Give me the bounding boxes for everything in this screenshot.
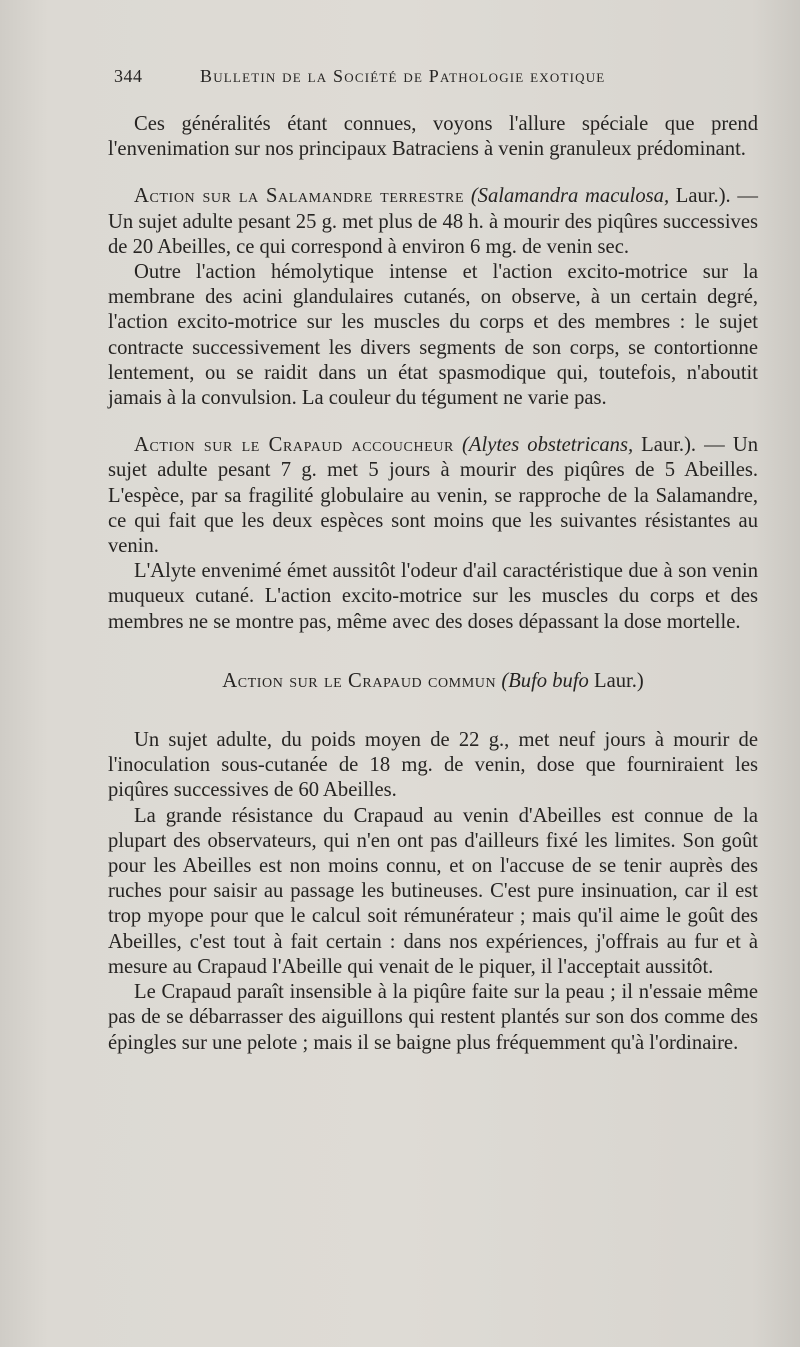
species-alytes: (Alytes obstetricans, — [462, 434, 634, 457]
paragraph-crapaud-peau: Le Crapaud paraît insensible à la piqûre faite sur la peau ; il n'essaie même pas de se débarrasser des aiguillons qui restent plantés sur son dos comme des épingles sur une pelote ; mais il se baigne plus fréquemment qu'à l'ordinaire. — [108, 981, 758, 1054]
paragraph-salamandre-effects: Outre l'action hémolytique intense et l'action excito-motrice sur la membrane des acini glandulaires cutanés, on observe, à un certain degré, l'action excito-motrice sur les muscles du corps et des membres : le sujet contracte successivement les divers segments de son corps, se contortionne lentement, ou se raidit dans un état spasmodique qui, toutefois, n'aboutit jamais à la convulsion. La couleur du tégument ne varie pas. — [108, 261, 758, 410]
heading-crapaud: Action sur le Crapaud commun — [222, 669, 497, 692]
paragraph-salamandre — [108, 184, 758, 260]
species-bufo: (Bufo bufo — [501, 669, 589, 692]
page-number: 344 — [114, 66, 143, 86]
paragraph-crapaud-resistance: La grande résistance du Crapaud au venin d'Abeilles est connue de la plupart des observateurs, qui n'en ont pas d'ailleurs fixé les limites. Son goût pour les Abeilles est non moins connu, et on l'accuse de se tenir auprès des ruches pour saisir au passage les butineuses. C'est pure insinuation, car il est trop myope pour que le calcul soit rémunérateur ; mais qu'il aime le goût des Abeilles, c'est tout à fait certain : dans nos expériences, j'offrais au fur et à mesure au Crapaud l'Abeille qui venait de le piquer, il l'acceptait aussitôt. — [108, 804, 758, 978]
heading-alyte: Action sur le Crapaud accoucheur — [134, 434, 454, 457]
page-header — [114, 66, 674, 96]
section-heading-crapaud — [108, 669, 758, 694]
text-alyte: Laur.). — Un sujet adulte pesant 7 g. met 5 jours à mourir des piqûres de 5 Abeilles. L'espèce, par sa fragilité globulaire au venin, se rapproche de la Salamandre, ce qui fait que les deux espèces sont moins que les suivantes résistantes au venin. — [108, 434, 758, 558]
text-salamandre: Laur.). — Un sujet adulte pesant 25 g. met plus de 48 h. à mourir des piqûres successives de 20 Abeilles, ce qui correspond à environ 6 mg. de venin sec. — [108, 185, 758, 258]
paragraph-intro: Ces généralités étant connues, voyons l'allure spéciale que prend l'envenimation sur nos principaux Batraciens à venin granuleux prédominant. — [108, 113, 758, 161]
heading-crapaud-tail: Laur.) — [588, 669, 644, 692]
species-salamandra: (Salamandra maculosa, — [470, 185, 670, 208]
body-text — [108, 112, 758, 1056]
paragraph-alyte — [108, 433, 758, 559]
running-head: Bulletin de la Société de Pathologie exotique — [200, 66, 606, 86]
heading-salamandre: Action sur la Salamandre terrestre — [134, 185, 465, 208]
paragraph-crapaud-dose: Un sujet adulte, du poids moyen de 22 g., met neuf jours à mourir de l'inoculation sous-cutanée de 18 mg. de venin, dose que fourniraient les piqûres successives de 60 Abeilles. — [108, 729, 758, 802]
paragraph-alyte-effects: L'Alyte envenimé émet aussitôt l'odeur d'ail caractéristique due à son venin muqueux cutané. L'action excito-motrice sur les muscles du corps et des membres ne se montre pas, même avec des doses dépassant la dose mortelle. — [108, 560, 758, 633]
